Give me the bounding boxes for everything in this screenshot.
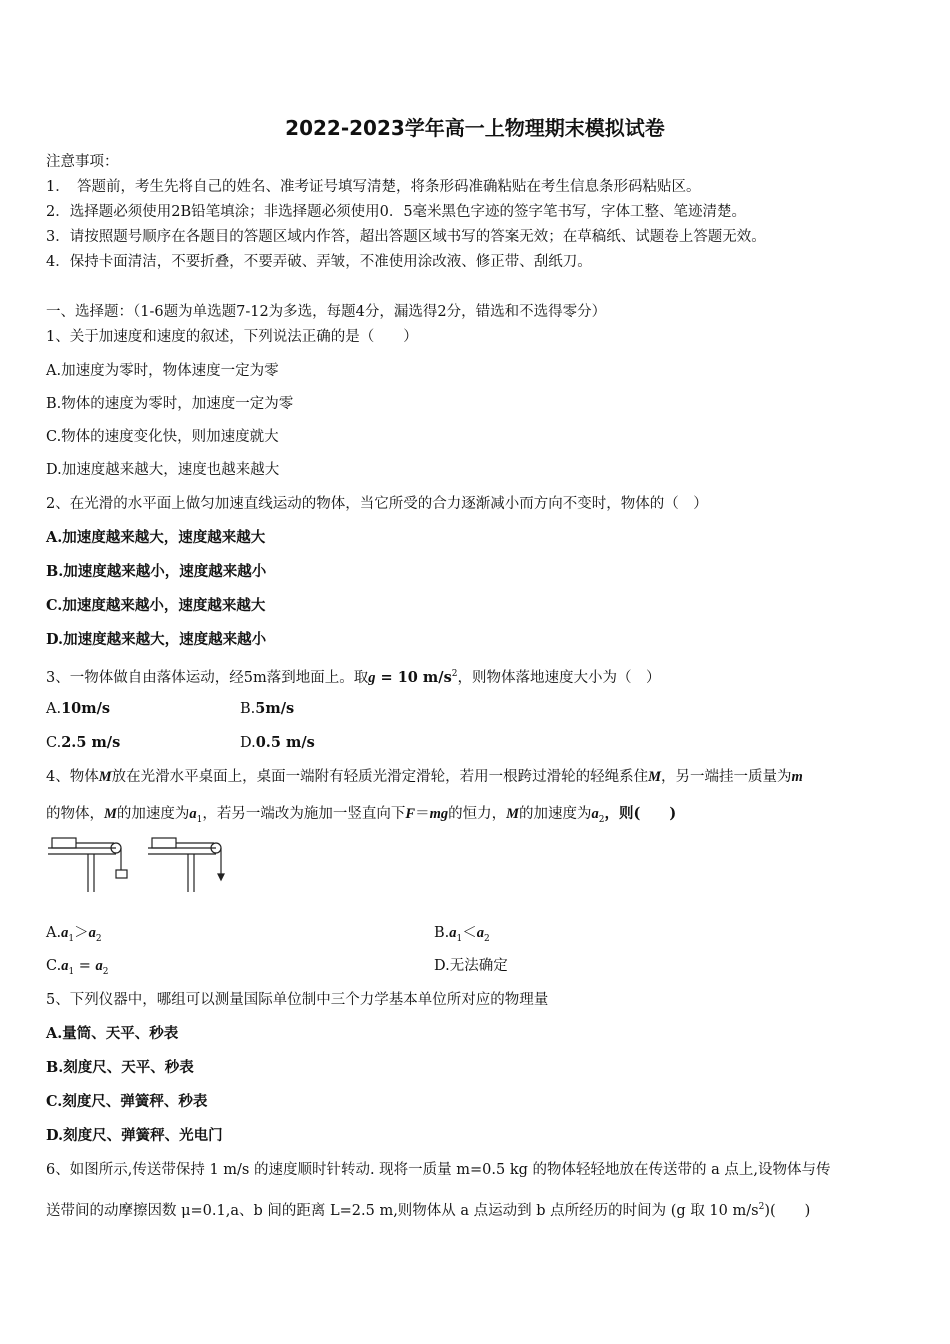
question-4-line-2 — [46, 804, 676, 830]
question-2-option-b: B.加速度越来越小，速度越来越小 — [46, 563, 267, 580]
symbol-M: M — [648, 769, 662, 785]
section-heading: 一、选择题：（1-6题为单选题7-12为多选，每题4分，漏选得2分，错选和不选得零分） — [46, 304, 607, 320]
q4-text: ，另一端挂一质量为 — [661, 769, 792, 785]
question-3-option-b — [240, 699, 294, 719]
question-4-line-1 — [46, 767, 803, 787]
symbol-M: M — [506, 806, 519, 822]
q4-text: ，则( ) — [604, 805, 677, 822]
question-1-stem: 1、关于加速度和速度的叙述，下列说法正确的是（ ） — [46, 329, 418, 345]
equals-sign: ＝ — [415, 806, 430, 822]
question-3-stem — [46, 664, 660, 688]
pulley-diagram-force — [148, 838, 224, 892]
symbol-a: a — [88, 925, 96, 941]
question-1-option-a: A.加速度为零时，物体速度一定为零 — [46, 363, 279, 379]
question-5-option-d: D.刻度尺、弹簧秤、光电门 — [46, 1127, 223, 1144]
symbol-g: g — [368, 669, 376, 686]
question-1-option-b: B.物体的速度为零时，加速度一定为零 — [46, 396, 294, 412]
operator: ＜ — [462, 925, 477, 941]
q4-text: 的物体， — [46, 806, 104, 822]
notice-item: 4．保持卡面清洁，不要折叠，不要弄破、弄皱，不准使用涂改液、修正带、刮纸刀。 — [46, 254, 592, 270]
notice-item: 2．选择题必须使用2B铅笔填涂；非选择题必须使用0．5毫米黑色字迹的签字笔书写，字体工整、笔迹清楚。 — [46, 204, 747, 220]
question-5-option-a: A.量筒、天平、秒表 — [46, 1025, 179, 1042]
option-label: A. — [46, 701, 62, 717]
operator: ＞ — [74, 925, 89, 941]
question-5-option-c: C.刻度尺、弹簧秤、秒表 — [46, 1093, 208, 1110]
symbol-M: M — [98, 769, 112, 785]
notice-heading: 注意事项： — [46, 154, 119, 170]
subscript: 1 — [68, 933, 75, 944]
option-value: 10m/s — [61, 700, 111, 717]
question-3-value: = 10 m/s — [375, 668, 452, 686]
symbol-a: a — [61, 925, 69, 941]
symbol-a: a — [189, 806, 197, 822]
q4-text: 4、物体 — [46, 769, 99, 785]
pulley-figure — [46, 834, 236, 896]
subscript: 2 — [102, 966, 109, 977]
subscript: 1 — [68, 966, 75, 977]
subscript: 1 — [196, 814, 203, 825]
subscript: 1 — [456, 933, 463, 944]
question-2-option-d: D.加速度越来越大，速度越来越小 — [46, 631, 267, 648]
notice-item: 3．请按照题号顺序在各题目的答题区域内作答，超出答题区域书写的答案无效；在草稿纸、试题卷上答题无效。 — [46, 229, 766, 245]
question-2-option-a: A.加速度越来越大，速度越来越大 — [46, 529, 266, 546]
symbol-M: M — [104, 806, 117, 822]
subscript: 2 — [484, 933, 490, 944]
question-5-stem: 5、下列仪器中，哪组可以测量国际单位制中三个力学基本单位所对应的物理量 — [46, 992, 549, 1008]
option-value: 5m/s — [255, 700, 295, 717]
symbol-F: F — [405, 806, 416, 822]
symbol-a: a — [95, 958, 103, 974]
q4-text: 的加速度为 — [519, 806, 592, 822]
question-3-option-c — [46, 733, 120, 753]
q4-text: 放在光滑水平桌面上，桌面一端附有轻质光滑定滑轮，若用一根跨过滑轮的轻绳系住 — [111, 769, 649, 785]
question-6-line-2 — [46, 1197, 810, 1221]
question-1-option-c: C.物体的速度变化快，则加速度就大 — [46, 429, 279, 445]
pulley-diagram-mass — [48, 838, 127, 892]
q6-text: 送带间的动摩擦因数 μ=0.1,a、b 间的距离 L=2.5 m,则物体从 a 点运动到 b 点所经历的时间为 (g 取 10 m/s — [46, 1202, 759, 1219]
superscript: 2 — [758, 1202, 765, 1212]
symbol-m: m — [791, 769, 803, 785]
option-value: 0.5 m/s — [255, 734, 315, 751]
question-3-option-d — [240, 733, 315, 753]
question-5-option-b: B.刻度尺、天平、秒表 — [46, 1059, 194, 1076]
symbol-mg: mg — [429, 806, 449, 822]
question-2-option-c: C.加速度越来越小，速度越来越大 — [46, 597, 266, 614]
question-1-option-d: D.加速度越来越大，速度也越来越大 — [46, 462, 280, 478]
notice-item: 1． 答题前，考生先将自己的姓名、准考证号填写清楚，将条形码准确粘贴在考生信息条形码粘贴区。 — [46, 179, 701, 195]
q6-text: )( ) — [764, 1202, 811, 1219]
option-label: C. — [46, 735, 62, 751]
question-4-option-d: D.无法确定 — [434, 958, 508, 974]
option-label: C. — [46, 958, 62, 974]
symbol-a: a — [476, 925, 484, 941]
option-value: 2.5 m/s — [61, 734, 121, 751]
q4-text: ，若另一端改为施加一竖直向下 — [202, 806, 406, 822]
question-4-option-b — [434, 923, 490, 949]
page-title: 2022-2023学年高一上物理期末模拟试卷 — [285, 116, 665, 140]
question-4-option-a — [46, 923, 102, 949]
question-3-text: 3、一物体做自由落体运动，经5m落到地面上。取 — [46, 669, 369, 686]
q4-text: 的加速度为 — [116, 806, 190, 822]
q4-text: 的恒力， — [448, 806, 507, 822]
subscript: 2 — [598, 814, 605, 825]
option-label: D. — [240, 735, 256, 751]
question-3-text: ，则物体落地速度大小为（ ） — [457, 669, 661, 686]
option-label: A. — [46, 925, 62, 941]
question-2-stem: 2、在光滑的水平面上做匀加速直线运动的物体，当它所受的合力逐渐减小而方向不变时，物体的（ ） — [46, 496, 708, 512]
option-label: B. — [434, 925, 450, 941]
question-3-option-a — [46, 699, 110, 719]
question-6-line-1: 6、如图所示,传送带保持 1 m/s 的速度顺时针转动. 现将一质量 m=0.5 kg 的物体轻轻地放在传送带的 a 点上,设物体与传 — [46, 1162, 831, 1178]
symbol-a: a — [591, 806, 599, 822]
subscript: 2 — [95, 933, 102, 944]
symbol-a: a — [61, 958, 69, 974]
operator: = — [74, 958, 96, 974]
superscript: 2 — [451, 669, 458, 679]
option-label: B. — [240, 701, 256, 717]
question-4-option-c — [46, 956, 109, 982]
symbol-a: a — [449, 925, 457, 941]
